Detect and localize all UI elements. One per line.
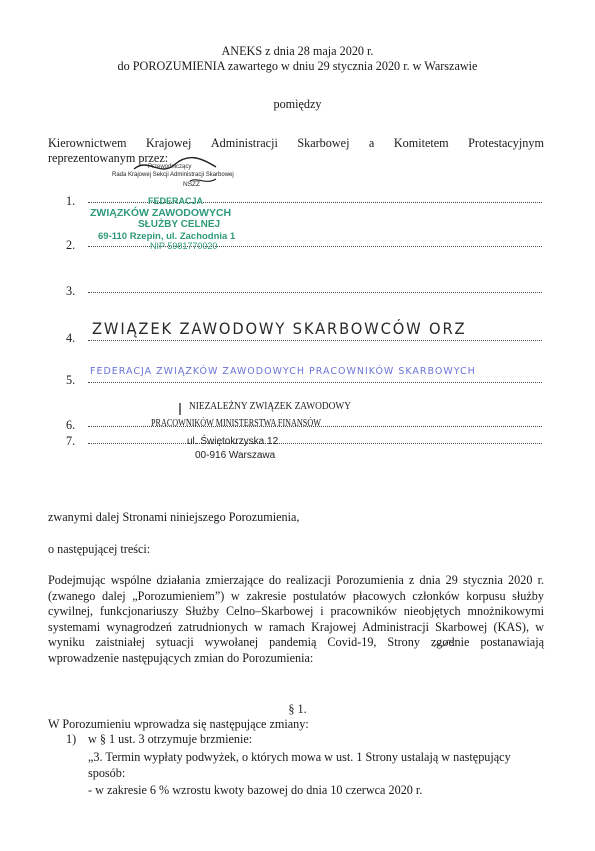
stamp-text: ZWIĄZKÓW ZAWODOWYCH	[90, 207, 232, 219]
stamp-text: Przewodniczący	[148, 164, 192, 170]
line-number-6: 6.	[66, 418, 76, 432]
parties-intro-line	[48, 136, 544, 151]
represented-by: reprezentowanym przez:	[48, 151, 169, 165]
signature-scribble	[130, 155, 220, 191]
parties-word: Administracji	[210, 136, 278, 150]
parties-word: Komitetem	[393, 136, 449, 150]
signature-line-7	[88, 441, 542, 444]
stamp-text: NIP 5981770020	[150, 241, 218, 251]
line-number-5: 5.	[66, 373, 76, 387]
between-label: pomiędzy	[273, 97, 322, 111]
section-heading: § 1.	[288, 702, 307, 716]
parties-word: Kierownictwem	[48, 136, 127, 150]
line-number-1: 1.	[66, 194, 76, 208]
preamble-paragraph: Podejmując wspólne działania zmierzające do realizacji Porozumienia z dnia 29 stycznia 2020 r. (zwanego dalej „Porozumieniem”) w zakresie postulatów płacowych członków korpusu służby cywilnej, funkcjonariuszy Służby Celno–Skarbowej i pracowników nieobjętych mnożnikowymi systemami wynagrodzeń zatrudnionych w ramach Krajowej Administracji Skarbowej (KAS), w wyniku zaistniałej sytuacji wywołanej pandemią Covid-19, Strony zgodnie postanawiają wprowadzenie następujących zmian do Porozumienia:	[48, 573, 544, 665]
stamp-text: Rada Krajowej Sekcji Administracji Skarbowej	[112, 172, 234, 178]
amendments-intro: W Porozumieniu wprowadza się następujące zmiany:	[48, 717, 309, 731]
document-title: ANEKS z dnia 28 maja 2020 r.	[221, 44, 374, 58]
signature-line-3	[88, 290, 542, 293]
quoted-text: sposób:	[88, 766, 126, 780]
stamp-text: NSZZ	[183, 181, 200, 188]
parties-definition: zwanymi dalej Stronami niniejszego Porozumienia,	[48, 510, 300, 524]
document-subtitle: do POROZUMIENIA zawartego w dniu 29 stycznia 2020 r. w Warszawie	[117, 59, 478, 73]
line-number-2: 2.	[66, 238, 76, 252]
signature-line-4	[88, 338, 542, 341]
line-number-3: 3.	[66, 284, 76, 298]
parties-word: Krajowej	[146, 136, 192, 150]
line-number-4: 4.	[66, 331, 76, 345]
stamp-text: ul. Świętokrzyska 12	[187, 436, 279, 447]
parties-word: Skarbowej	[297, 136, 350, 150]
item-number: 1)	[66, 732, 77, 746]
handwritten-federation-name: FEDERACJA ZWIĄZKÓW ZAWODOWYCH PRACOWNIKÓW SKARBOWYCH	[90, 366, 476, 377]
parties-word: a	[368, 136, 375, 150]
stamp-text: SŁUŻBY CELNEJ	[138, 219, 221, 230]
stamp-text: PRACOWNIKÓW MINISTERSTWA FINANSÓW	[151, 417, 321, 429]
quoted-text: „3. Termin wypłaty podwyżek, o których mowa w ust. 1 Strony ustalają w następujący	[88, 750, 511, 764]
stamp-text: NIEZALEŻNY ZWIĄZEK ZAWODOWY	[189, 400, 351, 412]
amendment-item: w § 1 ust. 3 otrzymuje brzmienie:	[88, 732, 253, 746]
parties-word: Protestacyjnym	[468, 136, 544, 150]
stamp-text: FEDERACJA	[148, 196, 204, 206]
line-number-7: 7.	[66, 434, 76, 448]
handwritten-union-name: ZWIĄZEK ZAWODOWY SKARBOWCÓW ORZ	[92, 319, 467, 338]
signature-scribble	[172, 403, 188, 417]
quoted-text: - w zakresie 6 % wzrostu kwoty bazowej do dnia 10 czerwca 2020 r.	[88, 783, 423, 797]
stamp-text: 69-110 Rzepin, ul. Zachodnia 1	[98, 231, 236, 242]
signature-scribble	[432, 637, 454, 653]
signature-line-5	[88, 380, 542, 383]
contents-intro: o następującej treści:	[48, 542, 151, 556]
stamp-text: 00-916 Warszawa	[195, 450, 276, 461]
